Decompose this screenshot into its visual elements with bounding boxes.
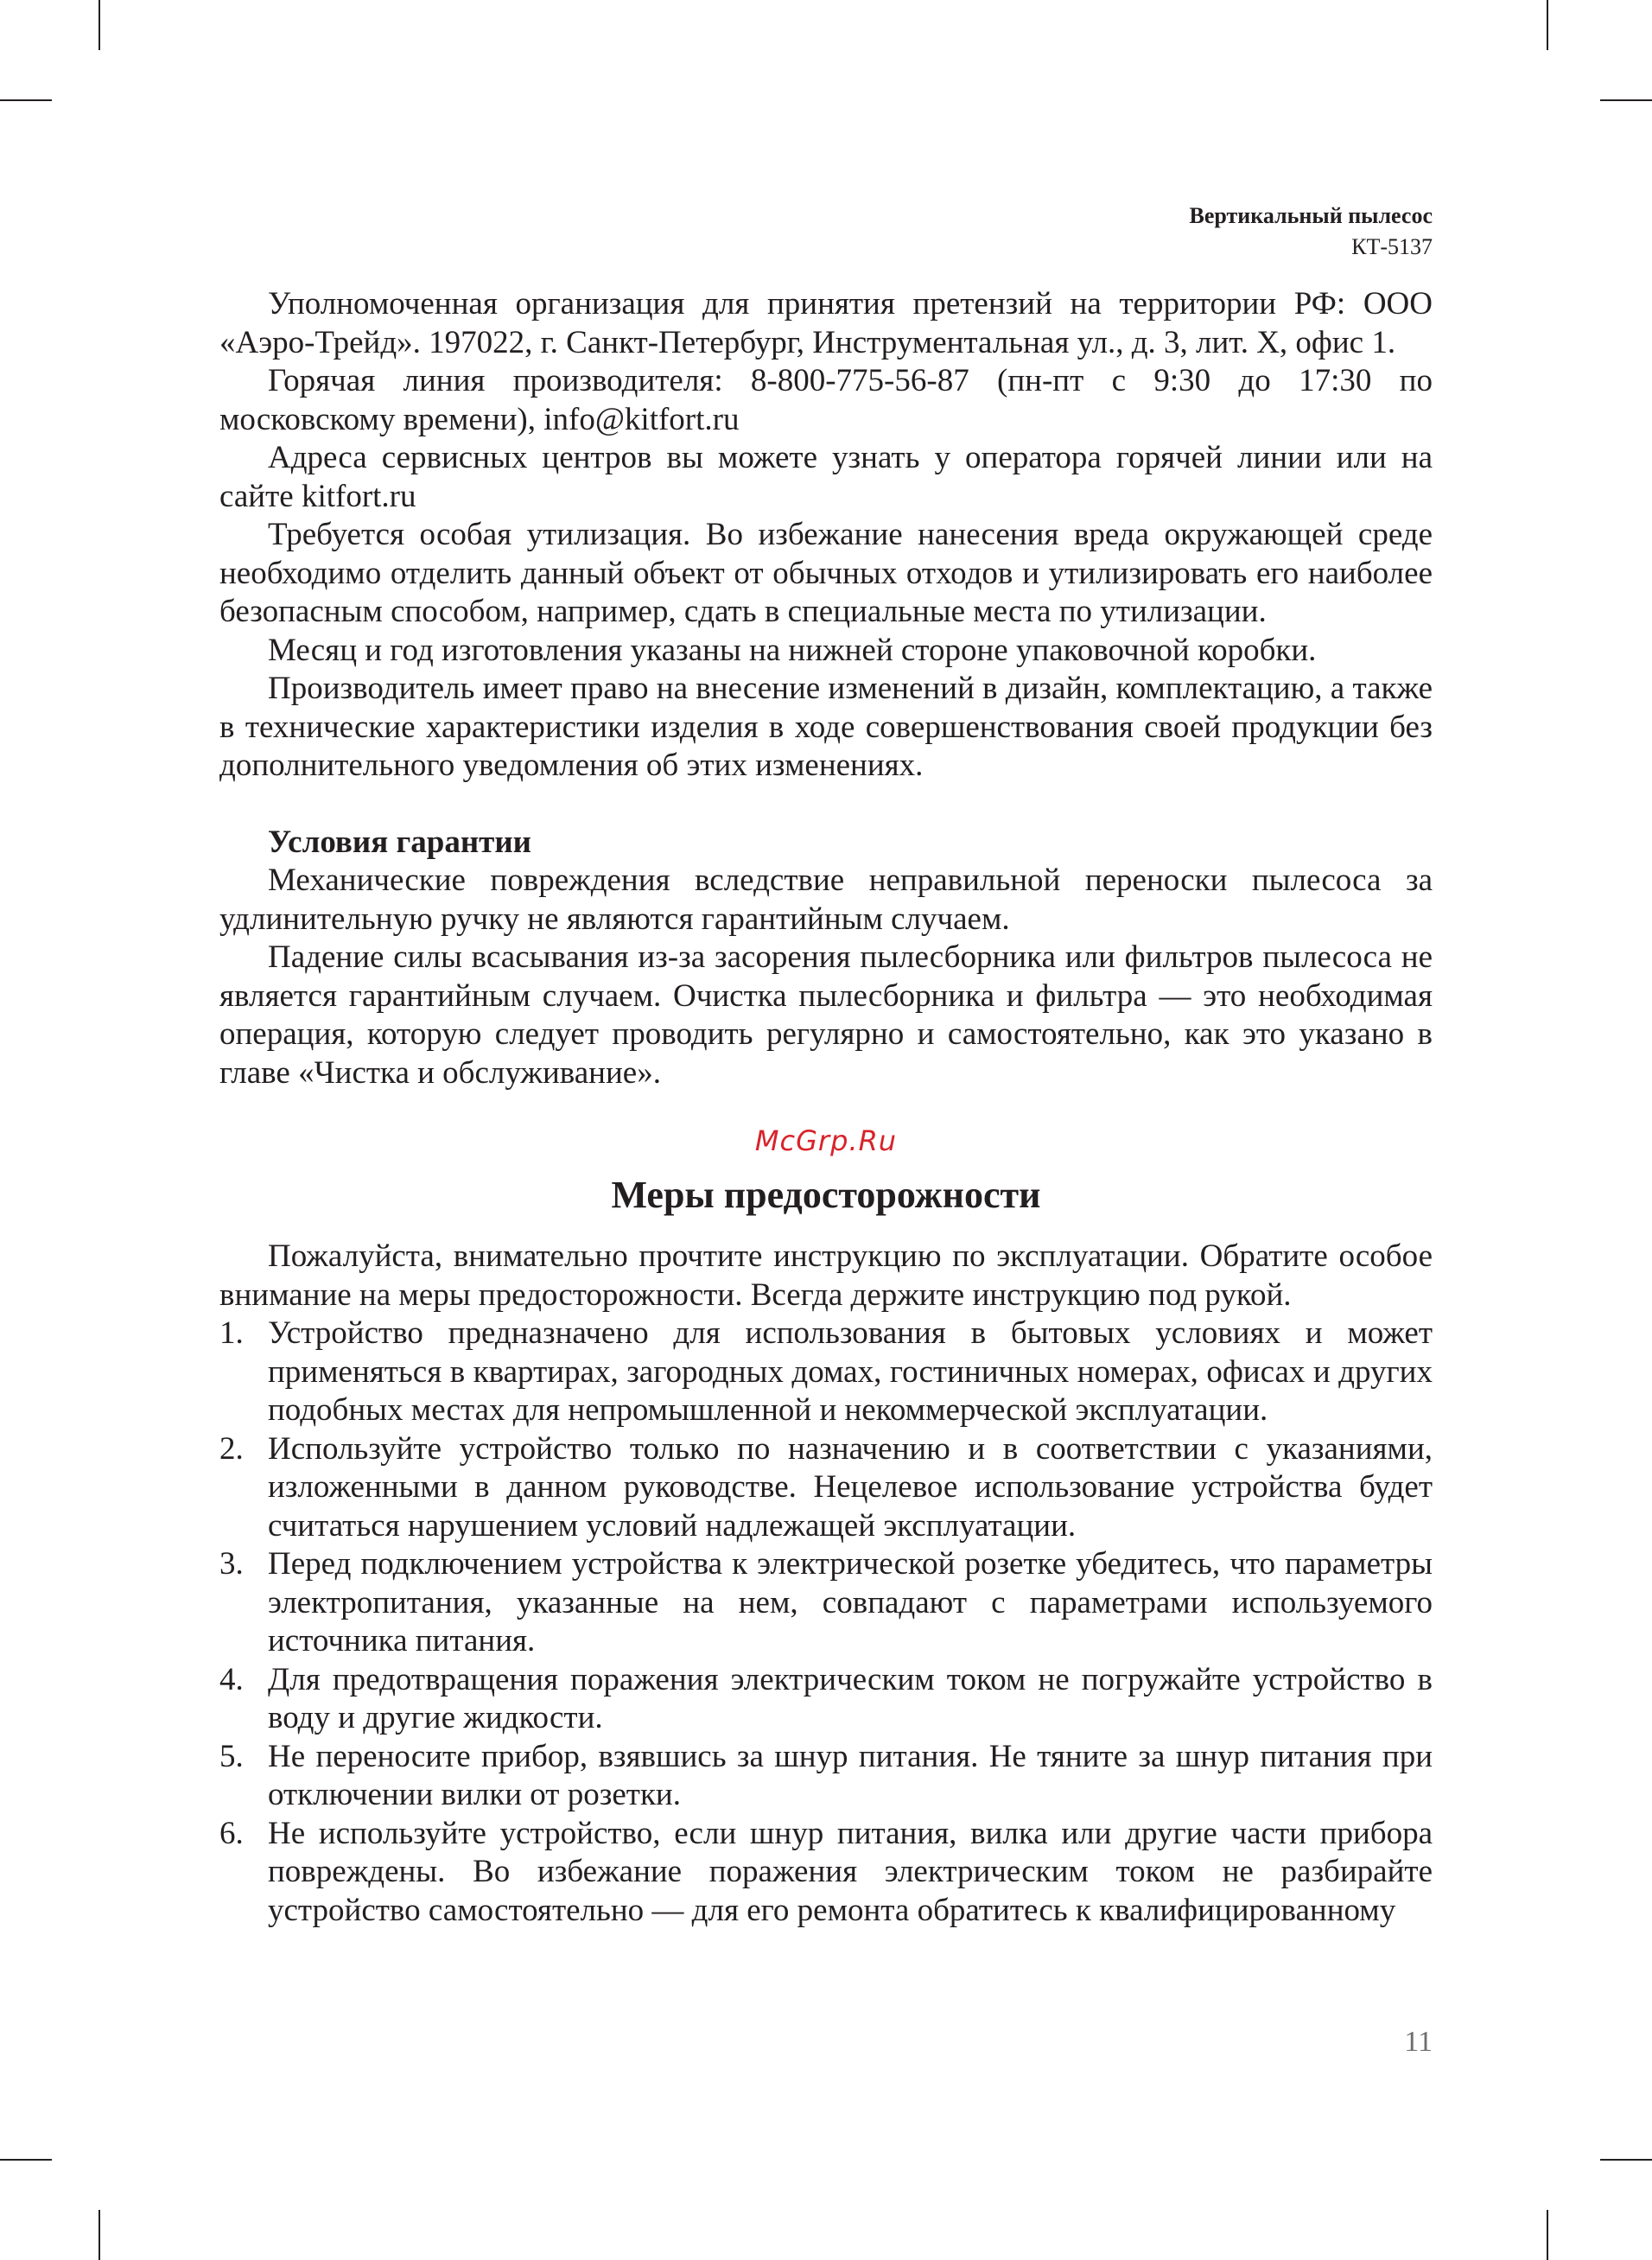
warranty-paragraph: Падение силы всасывания из-за засорения пылесборника или фильтров пылесоса не является гарантийным случаем. Очистка пылесборника и фильтра — это необходимая операция, которую следует проводить регулярно и самостоятельно, как это указано в главе «Чистка и обслуживание». [219, 939, 1433, 1091]
crop-mark-top-left [98, 0, 100, 50]
list-item-number: 1. [219, 1315, 244, 1351]
list-item [219, 1545, 1433, 1661]
intro-paragraph: Адреса сервисных центров вы можете узнать у оператора горячей линии или на сайте kitfort.ru [219, 440, 1433, 514]
crop-mark-top-right [1547, 0, 1548, 50]
page-number: 11 [1404, 2026, 1433, 2058]
list-item-text: Для предотвращения поражения электрическим током не погружайте устройство в воду и другие жидкости. [268, 1661, 1433, 1735]
list-item [219, 1738, 1433, 1815]
list-item-number: 3. [219, 1546, 244, 1582]
list-item-number: 6. [219, 1815, 244, 1851]
precautions-list [219, 1315, 1433, 1930]
precautions-intro: Пожалуйста, внимательно прочтите инструкцию по эксплуатации. Обратите особое внимание на меры предосторожности. Всегда держите инструкцию под рукой. [219, 1238, 1433, 1313]
intro-paragraph: Месяц и год изготовления указаны на нижней стороне упаковочной коробки. [268, 632, 1317, 668]
warranty-paragraph: Механические повреждения вследствие неправильной переноски пылесоса за удлинительную ручку не являются гарантийным случаем. [219, 863, 1433, 937]
header-model-number: КТ-5137 [1351, 234, 1433, 259]
list-item [219, 1315, 1433, 1430]
intro-paragraph: Требуется особая утилизация. Во избежание нанесения вреда окружающей среде необходимо отделить данный объект от обычных отходов и утилизировать его наиболее безопасным способом, например, сдать в специальные места по утилизации. [219, 517, 1433, 629]
list-item-text: Не переносите прибор, взявшись за шнур питания. Не тяните за шнур питания при отключении вилки от розетки. [268, 1738, 1433, 1812]
list-item-number: 4. [219, 1661, 244, 1697]
list-item-number: 5. [219, 1738, 244, 1774]
intro-paragraph: Уполномоченная организация для принятия претензий на территории РФ: ООО «Аэро-Трейд». 197022, г. Санкт-Петербург, Инструментальная ул., д. 3, лит. Х, офис 1. [219, 286, 1433, 360]
crop-mark-bottom-left [98, 2210, 100, 2260]
precautions-title: Меры предосторожности [611, 1174, 1041, 1216]
list-item-text: Устройство предназначено для использования в бытовых условиях и может применяться в квартирах, загородных домах, гостиничных номерах, офисах и других подобных местах для непромышленной и некоммерческой эксплуатации. [268, 1315, 1433, 1428]
list-item [219, 1430, 1433, 1546]
crop-mark-bottom-right [1547, 2210, 1548, 2260]
list-item-number: 2. [219, 1430, 244, 1467]
running-header [1190, 201, 1433, 263]
warranty-heading: Условия гарантии [268, 824, 531, 860]
list-item [219, 1661, 1433, 1738]
site-watermark: McGrp.Ru [754, 1124, 898, 1157]
page-content [219, 285, 1433, 1930]
list-item-text: Используйте устройство только по назначению и в соответствии с указаниями, изложенными в данном руководстве. Нецелевое использование устройства будет считаться нарушением условий надлежащей эксплуатации. [268, 1430, 1433, 1544]
list-item [219, 1815, 1433, 1931]
crop-mark-right-top [1600, 99, 1652, 101]
crop-mark-right-bottom [1600, 2159, 1652, 2161]
header-product-title: Вертикальный пылесос [1189, 203, 1433, 228]
crop-mark-left-bottom [0, 2159, 52, 2161]
intro-paragraph: Горячая линия производителя: 8-800-775-56-87 (пн-пт с 9:30 до 17:30 по московскому времени), info@kitfort.ru [219, 363, 1433, 437]
list-item-text: Не используйте устройство, если шнур питания, вилка или другие части прибора повреждены. Во избежание поражения электрическим током не разбирайте устройство самостоятельно — для его ремонта обратитесь к квалифицированному [268, 1815, 1433, 1928]
intro-paragraph: Производитель имеет право на внесение изменений в дизайн, комплектацию, а также в технические характеристики изделия в ходе совершенствования своей продукции без дополнительного уведомления об этих изменениях. [219, 671, 1433, 783]
crop-mark-left-top [0, 99, 52, 101]
list-item-text: Перед подключением устройства к электрической розетке убедитесь, что параметры электропитания, указанные на нем, совпадают с параметрами используемого источника питания. [268, 1546, 1433, 1658]
